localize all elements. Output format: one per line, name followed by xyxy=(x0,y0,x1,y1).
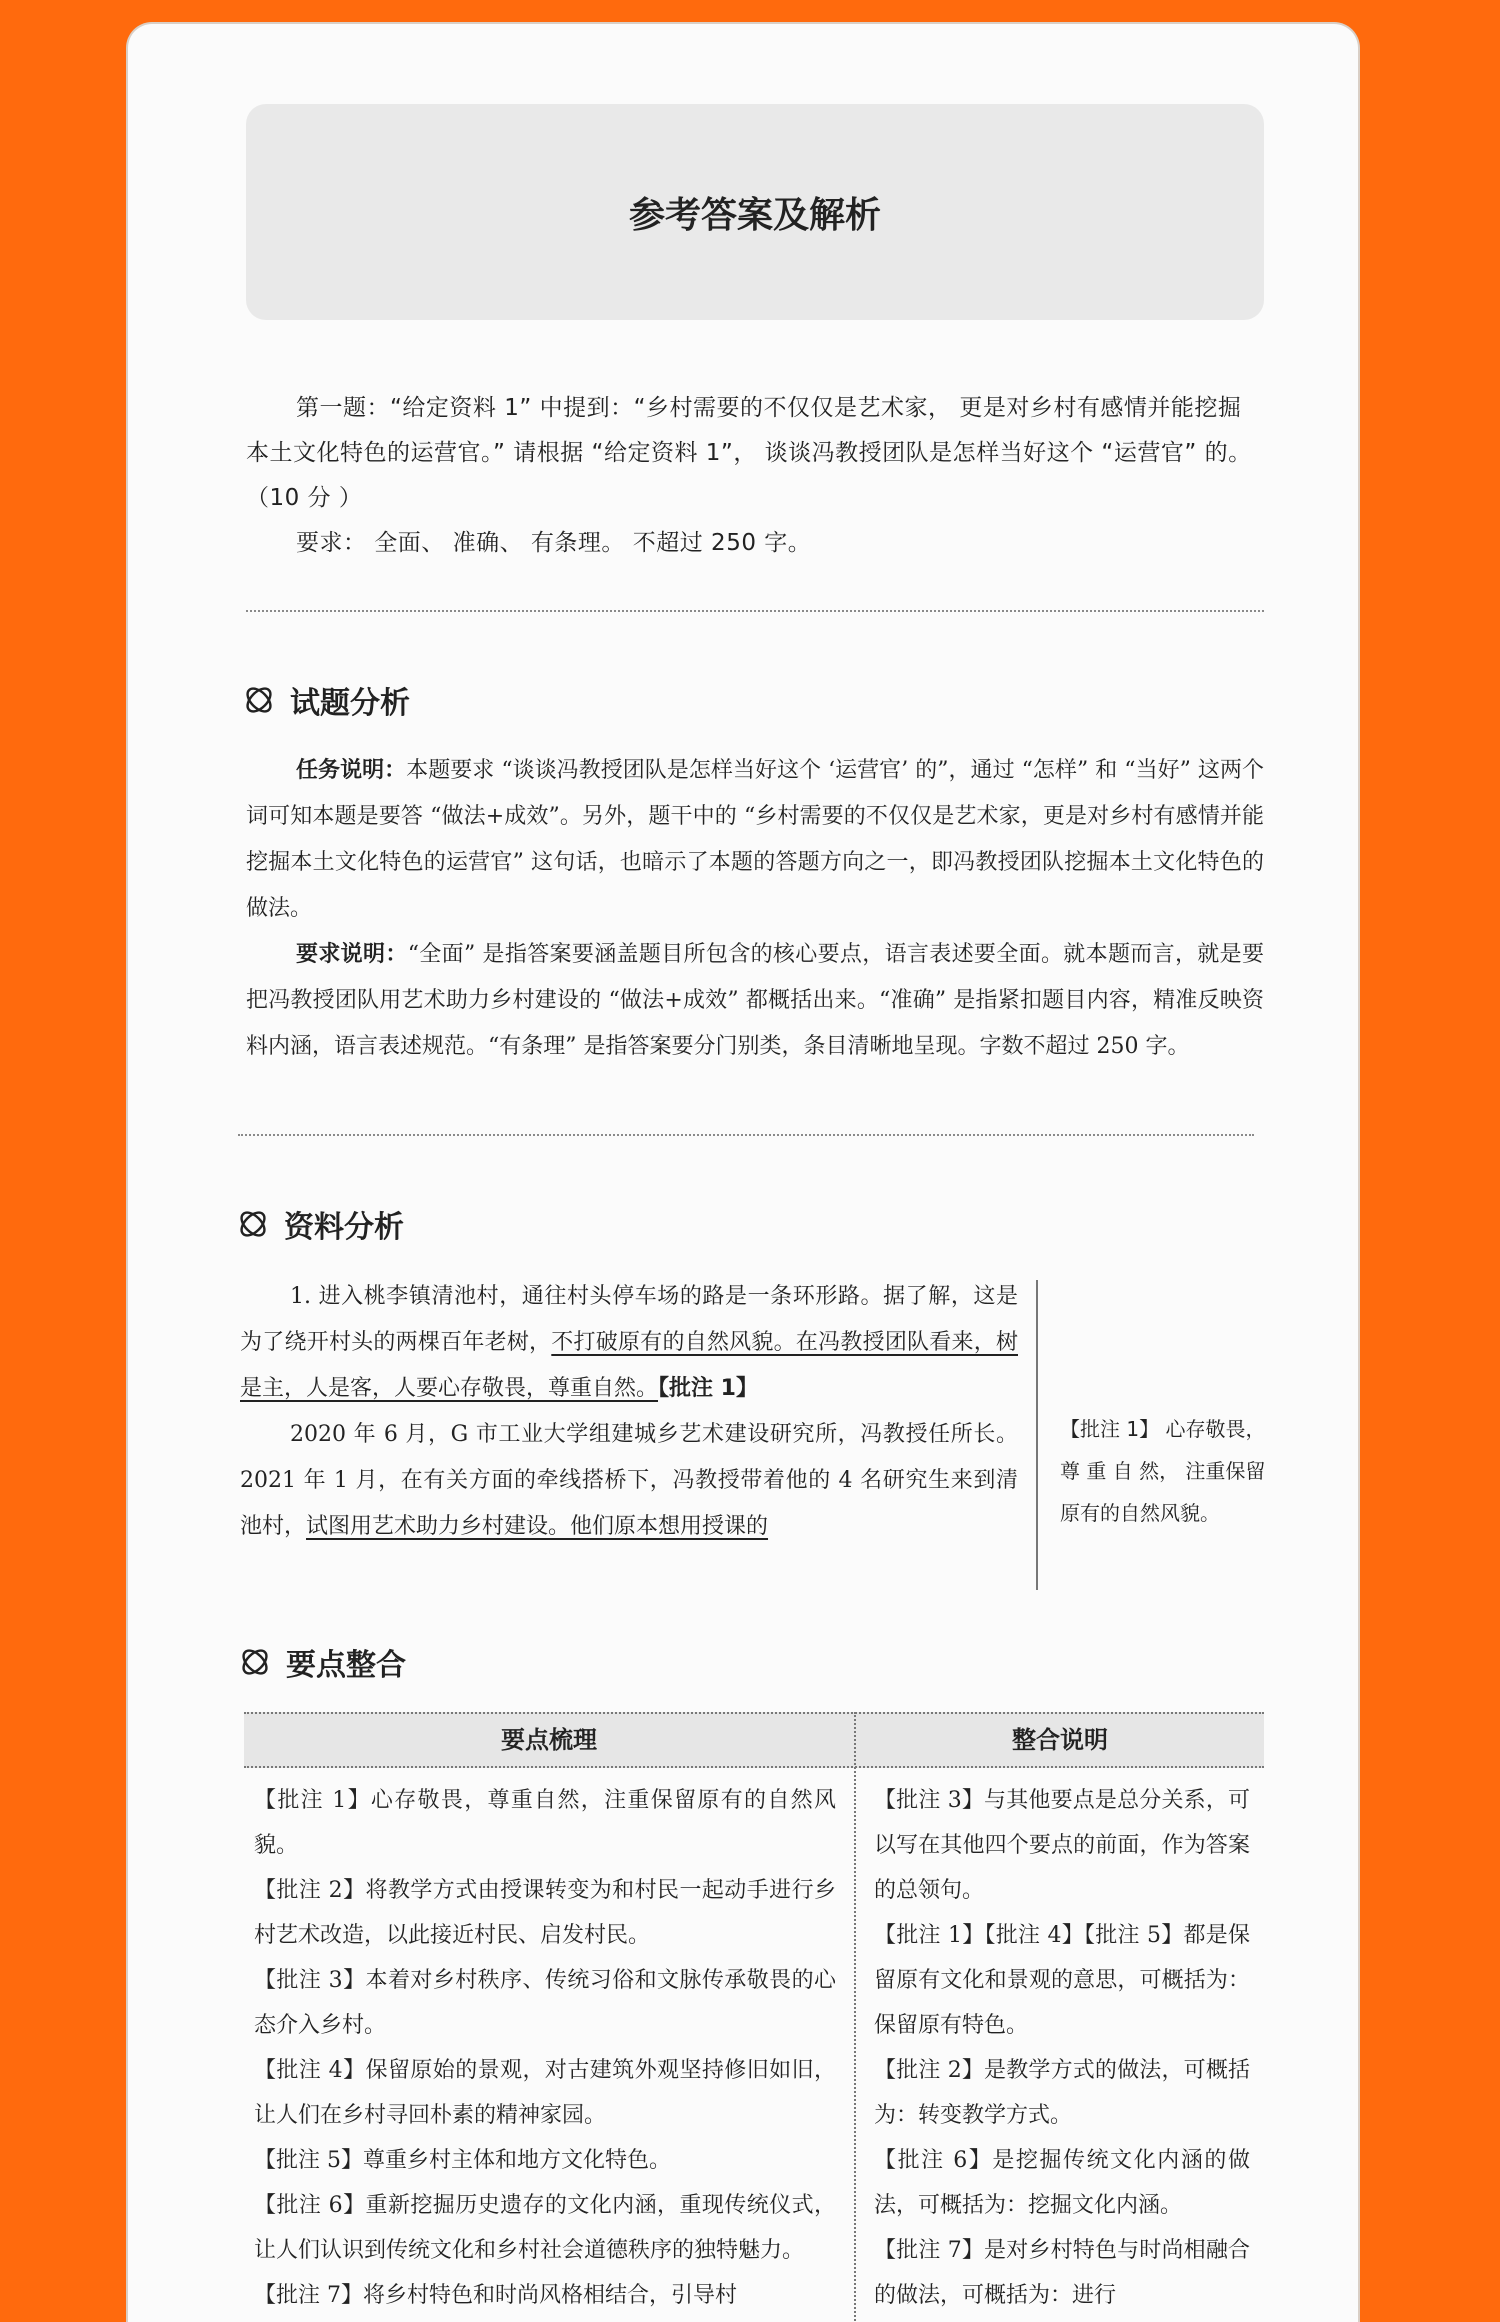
list-item: 【批注 7】将乡村特色和时尚风格相结合，引导村 xyxy=(254,2283,737,2308)
column-header: 要点梳理 xyxy=(501,1726,597,1754)
knot-icon xyxy=(238,1645,272,1679)
question-text: 第一题：“给定资料 1” 中提到：“乡村需要的不仅仅是艺术家， 更是对乡村有感情并能挖掘本土文化特色的运营官。” 请根据 “给定资料 1”， 谈谈冯教授团队是怎样当好这个 “运营官” 的。（10 分 ） xyxy=(246,395,1252,511)
knot-icon xyxy=(242,683,276,717)
margin-rule xyxy=(1036,1280,1038,1590)
material-body xyxy=(240,1274,1018,1550)
list-item: 【批注 4】保留原始的景观，对古建筑外观坚持修旧如旧，让人们在乡村寻回朴素的精神家园。 xyxy=(254,2058,836,2128)
task-paragraph xyxy=(246,748,1264,932)
list-item: 【批注 3】与其他要点是总分关系，可以写在其他四个要点的前面，作为答案的总领句。 xyxy=(874,1788,1250,1903)
underlined-text: 不打破原有的自然风貌。在冯教授团队看来，树是主，人是客，人要心存敬畏，尊重自然。 xyxy=(240,1330,1018,1401)
material-paragraph-2 xyxy=(240,1412,1018,1550)
material-text: 1. 进入桃李镇清池村，通往村头停车场的路是一条环形路。据了解，这是为了绕开村头的两棵百年老树， xyxy=(240,1284,1018,1355)
integration-heading-label: 要点整合 xyxy=(286,1648,406,1683)
divider xyxy=(246,610,1264,612)
divider xyxy=(238,1134,1254,1136)
question-requirement: 要求： 全面、 准确、 有条理。 不超过 250 字。 xyxy=(296,530,812,556)
analysis-body xyxy=(246,748,1264,1070)
list-item: 【批注 1】心存敬畏，尊重自然，注重保留原有的自然风貌。 xyxy=(254,1788,836,1858)
analysis-heading-label: 试题分析 xyxy=(290,686,410,721)
list-item: 【批注 5】尊重乡村主体和地方文化特色。 xyxy=(254,2148,671,2173)
side-annotation: 【批注 1】 心存敬畏， 尊 重 自 然， 注重保留原有的自然风貌。 xyxy=(1060,1417,1266,1525)
req-label: 要求说明： xyxy=(296,942,408,967)
task-label: 任务说明： xyxy=(296,758,407,783)
material-text: 2020 年 6 月，G 市工业大学组建城乡艺术建设研究所，冯教授任所长。2021 年 1 月，在有关方面的牵线搭桥下，冯教授带着他的 4 名研究生来到清池村， xyxy=(240,1422,1018,1539)
list-item: 【批注 7】是对乡村特色与时尚相融合的做法，可概括为：进行 xyxy=(874,2238,1250,2308)
points-column xyxy=(254,1778,836,2318)
integration-heading xyxy=(238,1640,406,1684)
document-page xyxy=(126,22,1360,2322)
title-banner xyxy=(246,104,1264,320)
task-text: 本题要求 “谈谈冯教授团队是怎样当好这个 ‘运营官’ 的”，通过 “怎样” 和 “当好” 这两个词可知本题是要答 “做法+成效”。另外，题干中的 “乡村需要的不仅仅是艺术家，更是对乡村有感情并能挖掘本土文化特色的运营官” 这句话，也暗示了本题的答题方向之一，即冯教授团队挖掘本土文化特色的做法。 xyxy=(246,758,1264,921)
column-divider xyxy=(854,1712,856,2322)
req-paragraph xyxy=(246,932,1264,1070)
note-marker: 【批注 1】 xyxy=(658,1376,758,1401)
analysis-heading xyxy=(242,678,410,722)
page-title: 参考答案及解析 xyxy=(628,194,881,236)
list-item: 【批注 6】重新挖掘历史遗存的文化内涵，重现传统仪式，让人们认识到传统文化和乡村社会道德秩序的独特魅力。 xyxy=(254,2193,836,2263)
material-heading-label: 资料分析 xyxy=(284,1210,404,1245)
list-item: 【批注 6】是挖掘传统文化内涵的做法，可概括为：挖掘文化内涵。 xyxy=(874,2148,1250,2218)
table-header xyxy=(244,1712,1264,1768)
explanation-column xyxy=(874,1778,1250,2318)
knot-icon xyxy=(236,1207,270,1241)
list-item: 【批注 2】是教学方式的做法，可概括为：转变教学方式。 xyxy=(874,2058,1250,2128)
column-header: 整合说明 xyxy=(1012,1726,1108,1754)
req-text: “全面” 是指答案要涵盖题目所包含的核心要点，语言表述要全面。就本题而言，就是要把冯教授团队用艺术助力乡村建设的 “做法+成效” 都概括出来。“准确” 是指紧扣题目内容，精准反映资料内涵，语言表述规范。“有条理” 是指答案要分门别类，条目清晰地呈现。字数不超过 250 字。 xyxy=(246,942,1264,1059)
material-heading xyxy=(236,1202,404,1246)
material-paragraph-1 xyxy=(240,1274,1018,1412)
list-item: 【批注 2】将教学方式由授课转变为和村民一起动手进行乡村艺术改造，以此接近村民、启发村民。 xyxy=(254,1878,836,1948)
question-block xyxy=(246,386,1264,566)
underlined-text: 试图用艺术助力乡村建设。他们原本想用授课的 xyxy=(306,1514,769,1539)
list-item: 【批注 3】本着对乡村秩序、传统习俗和文脉传承敬畏的心态介入乡村。 xyxy=(254,1968,836,2038)
integration-table xyxy=(244,1712,1264,2322)
list-item: 【批注 1】【批注 4】【批注 5】都是保留原有文化和景观的意思，可概括为：保留原有特色。 xyxy=(874,1923,1250,2038)
